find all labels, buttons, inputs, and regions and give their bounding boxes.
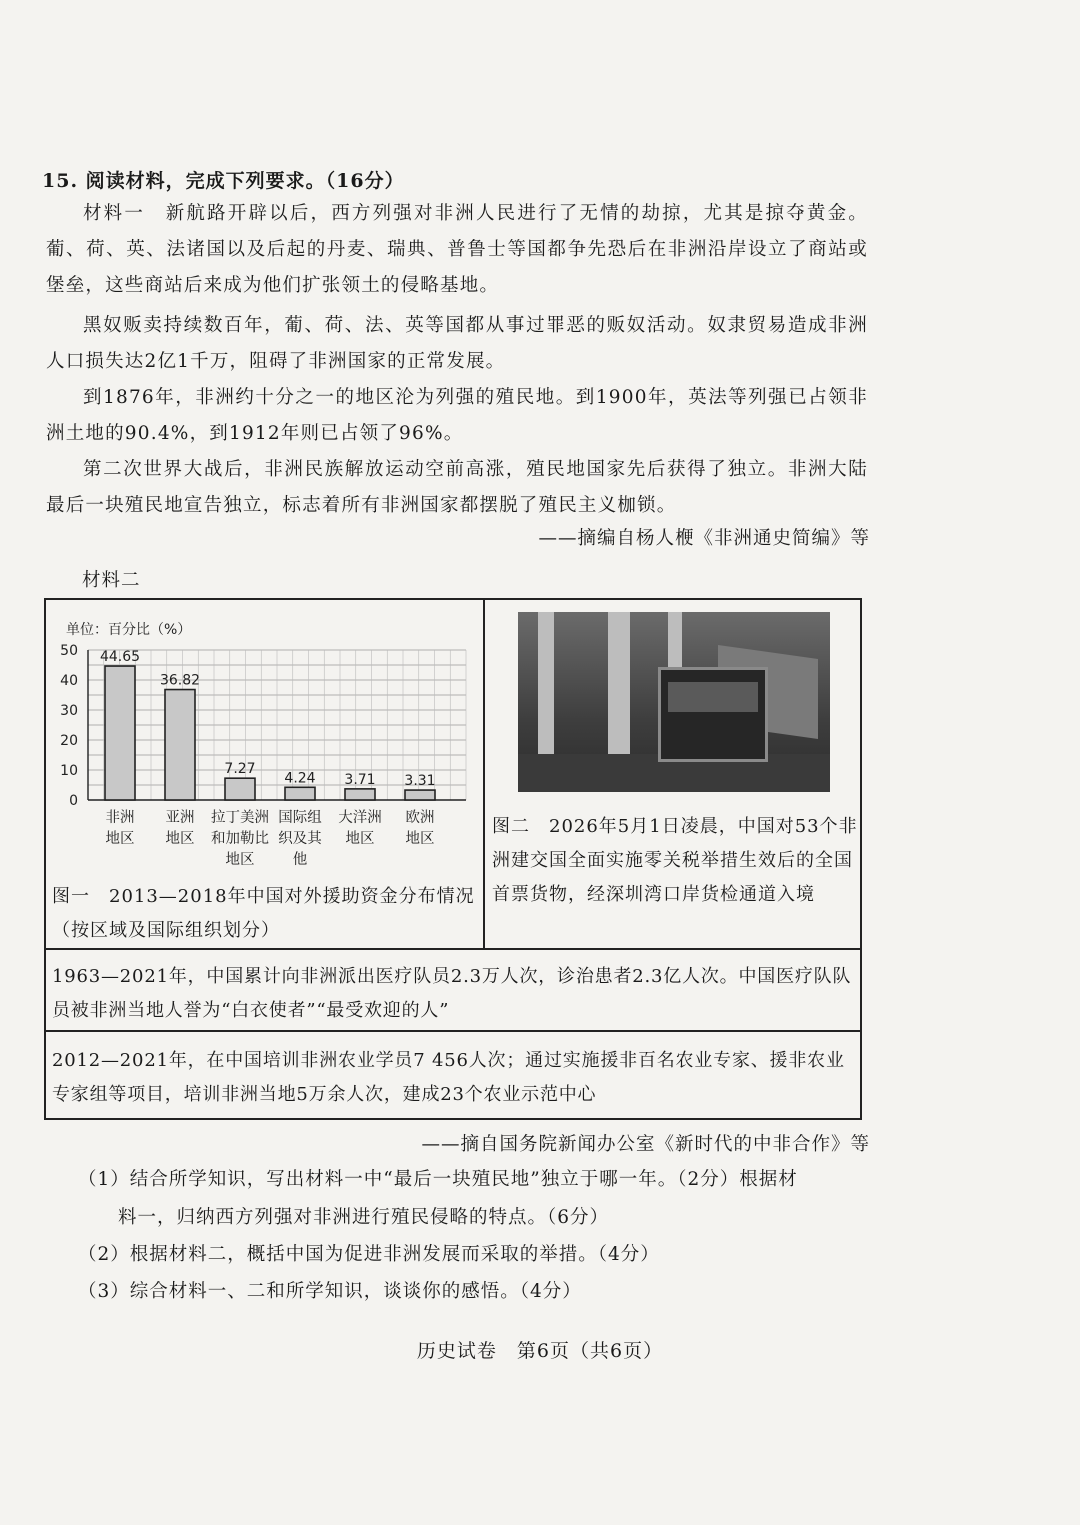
material2-source: ——摘自国务院新闻办公室《新时代的中非合作》等: [421, 1134, 870, 1155]
chart-bar: [225, 778, 255, 800]
chart-category-label: 大洋洲: [338, 810, 382, 826]
material1-paragraph-1: 材料一 新航路开辟以后，西方列强对非洲人民进行了无情的劫掠，尤其是掠夺黄金。葡、荷、英、法诸国以及后起的丹麦、瑞典、普鲁士等国都争先恐后在非洲沿岸设立了商站或堡垒，这些商站后来成为他们扩张领土的侵略基地。: [46, 203, 868, 296]
material2-table: [44, 598, 862, 1120]
row-divider-2: [46, 1030, 860, 1032]
chart-y-tick-label: 30: [60, 703, 78, 719]
chart-category-label: 拉丁美洲: [211, 810, 269, 826]
question-1-line-1: （1）结合所学知识，写出材料一中“最后一块殖民地”独立于哪一年。（2分）根据材: [78, 1169, 798, 1190]
question-1-line-2: 料一，归纳西方列强对非洲进行殖民侵略的特点。（6分）: [118, 1207, 610, 1228]
chart-unit-label: 单位：百分比（%）: [66, 622, 192, 638]
medical-team-row: 1963—2021年，中国累计向非洲派出医疗队员2.3万人次，诊治患者2.3亿人次。中国医疗队队员被非洲当地人誉为“白衣使者”“最受欢迎的人”: [52, 966, 852, 1021]
chart-category-label: 地区: [165, 831, 195, 847]
chart-data-label: 44.65: [99, 649, 141, 666]
chart-bar: [165, 690, 195, 800]
chart-y-tick-label: 20: [60, 733, 78, 749]
chart-data-label: 36.82: [159, 672, 201, 689]
chart-category-label: 国际组: [278, 810, 322, 826]
chart-y-tick-label: 40: [60, 673, 78, 689]
chart-category-label: 地区: [225, 852, 255, 868]
customs-truck-photo: [518, 612, 830, 792]
chart-category-label: 非洲: [105, 810, 135, 826]
column-divider: [483, 600, 485, 950]
aid-distribution-chart: [46, 600, 483, 880]
agriculture-row: 2012—2021年，在中国培训非洲农业学员7 456人次；通过实施援非百名农业专家、援非农业专家组等项目，培训非洲当地5万余人次，建成23个农业示范中心: [52, 1050, 845, 1105]
chart-data-label: 4.24: [284, 770, 316, 787]
chart-category-label: 亚洲: [165, 810, 195, 826]
chart-data-label: 3.71: [344, 771, 376, 788]
material1-paragraph-3: 到1876年，非洲约十分之一的地区沦为列强的殖民地。到1900年，英法等列强已占领非洲土地的90.4%，到1912年则已占领了96%。: [46, 387, 868, 444]
question-3: （3）综合材料一、二和所学知识，谈谈你的感悟。（4分）: [78, 1281, 582, 1302]
chart-category-label: 地区: [345, 831, 375, 847]
material1-source: ——摘编自杨人楩《非洲通史简编》等: [538, 528, 870, 549]
row-divider-1: [46, 948, 860, 950]
material1-paragraph-4: 第二次世界大战后，非洲民族解放运动空前高涨，殖民地国家先后获得了独立。非洲大陆最后一块殖民地宣告独立，标志着所有非洲国家都摆脱了殖民主义枷锁。: [46, 459, 868, 516]
page-footer: 历史试卷 第6页（共6页）: [416, 1340, 664, 1362]
chart-category-label: 织及其: [278, 831, 322, 847]
material2-label: 材料二: [82, 570, 141, 591]
chart-data-label: 3.31: [404, 773, 436, 790]
chart-y-tick-label: 10: [60, 763, 78, 779]
chart-category-label: 和加勒比: [211, 831, 269, 847]
chart-y-tick-label: 50: [60, 643, 78, 659]
chart-category-label: 地区: [105, 831, 135, 847]
chart-bar: [345, 789, 375, 800]
question-2: （2）根据材料二，概括中国为促进非洲发展而采取的举措。（4分）: [78, 1244, 660, 1265]
figure2-caption: 图二 2026年5月1日凌晨，中国对53个非洲建交国全面实施零关税举措生效后的全国首票货物，经深圳湾口岸货检通道入境: [492, 816, 858, 905]
chart-data-label: 7.27: [224, 761, 256, 778]
material1-paragraph-2: 黑奴贩卖持续数百年，葡、荷、法、英等国都从事过罪恶的贩奴活动。奴隶贸易造成非洲人口损失达2亿1千万，阻碍了非洲国家的正常发展。: [46, 315, 868, 372]
chart-category-label: 他: [292, 852, 308, 868]
chart-bar: [105, 666, 135, 800]
chart-bar: [405, 790, 435, 800]
chart-bar: [285, 787, 315, 800]
chart-category-label: 地区: [405, 831, 435, 847]
figure1-caption: 图一 2013—2018年中国对外援助资金分布情况（按区域及国际组织划分）: [52, 886, 475, 941]
chart-category-label: 欧洲: [405, 810, 435, 826]
chart-y-tick-label: 0: [69, 793, 78, 809]
question-heading: 15. 阅读材料，完成下列要求。（16分）: [42, 170, 405, 192]
